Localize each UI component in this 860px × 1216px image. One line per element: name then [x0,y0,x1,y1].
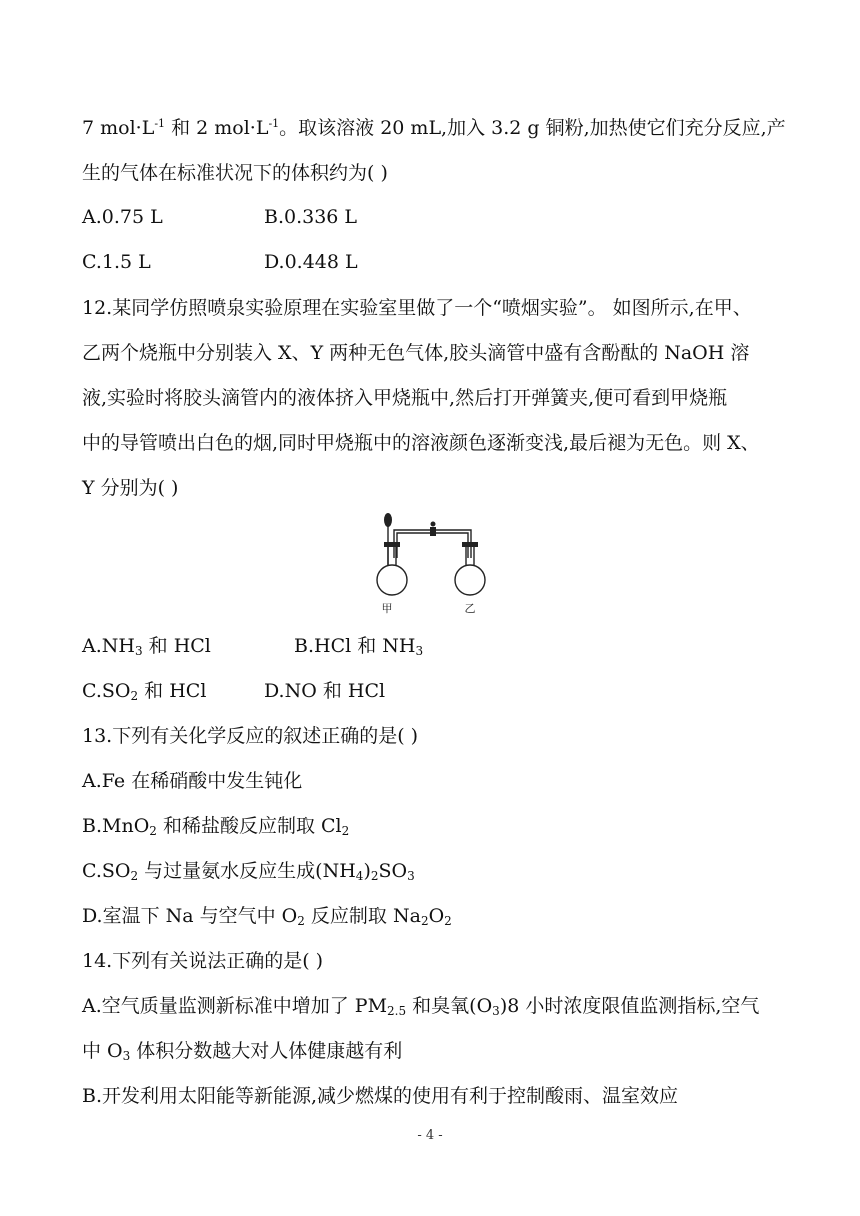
q13-option-b: B.MnO$_2$ 和稀盐酸反应制取 $Cl_2$ [82,815,350,838]
q11-text: 7 mol·L [82,117,155,139]
q14-stem: 14.下列有关说法正确的是( ) [82,950,324,972]
q11-option-b: B.0.336 L [264,206,358,228]
apparatus-diagram [360,508,500,616]
q14-option-a-line-2: 中 $O_3$ 体积分数越大对人体健康越有利 [82,1040,403,1063]
q12-line-1: 12.某同学仿照喷泉实验原理在实验室里做了一个“喷烟实验”。 如图所示,在甲、 [82,297,752,319]
q13-option-a: A.Fe 在稀硝酸中发生钝化 [82,770,303,792]
label-yi: 乙 [464,602,476,615]
q12-option-b: B.HCl 和 $NH_3$ [294,635,424,658]
q13-option-d: D.室温下 Na 与空气中 $O_2$ 反应制取 $Na_2O_2$ [82,905,452,928]
q11-line-1 [82,116,786,140]
q12-line-4: 中的导管喷出白色的烟,同时甲烧瓶中的溶液颜色逐渐变浅,最后褪为无色。则 X、 [82,432,760,454]
smoke-experiment-figure [360,508,500,616]
dropper-bulb [384,513,392,527]
q14-option-a-line-1: A.空气质量监测新标准中增加了 $PM_{2.5}$ 和臭氧$(O_3)8$ 小时浓度限值监测指标,空气 [82,995,760,1018]
q12-line-3: 液,实验时将胶头滴管内的液体挤入甲烧瓶中,然后打开弹簧夹,便可看到甲烧瓶 [82,387,728,409]
q11-text: 和 2 mol·L [165,117,269,139]
stopper-right [462,542,478,547]
q11-option-a: A.0.75 L [82,206,163,228]
q12-option-d: D.NO 和 HCl [264,680,386,702]
q12-line-5: Y 分别为( ) [82,477,179,499]
superscript: -1 [154,117,166,130]
q13-stem: 13.下列有关化学反应的叙述正确的是( ) [82,725,419,747]
q12-line-2: 乙两个烧瓶中分别装入 X、Y 两种无色气体,胶头滴管中盛有含酚酞的 NaOH 溶 [82,342,750,364]
q11-text: 。取该溶液 20 mL,加入 3.2 g 铜粉,加热使它们充分反应,产 [279,117,786,139]
superscript: -1 [268,117,280,130]
label-jia: 甲 [381,602,393,615]
page-number: - 4 - [417,1128,443,1143]
flask-yi [455,565,485,595]
spring-clamp [430,527,436,536]
q11-line-2: 生的气体在标准状况下的体积约为( ) [82,162,388,184]
flask-jia [377,565,407,595]
q13-option-c: $C.SO_2$ 与过量氨水反应生成$(NH_4)_2SO_3$ [82,860,415,883]
q14-option-b: B.开发利用太阳能等新能源,减少燃煤的使用有利于控制酸雨、温室效应 [82,1085,679,1107]
q12-option-c: $C.SO_2$ 和 HCl [82,680,207,703]
q11-option-c: C.1.5 L [82,251,151,273]
stopper-left [384,542,400,547]
q12-option-a: $A.NH_3$ 和 HCl [82,635,211,658]
q11-option-d: D.0.448 L [264,251,358,273]
